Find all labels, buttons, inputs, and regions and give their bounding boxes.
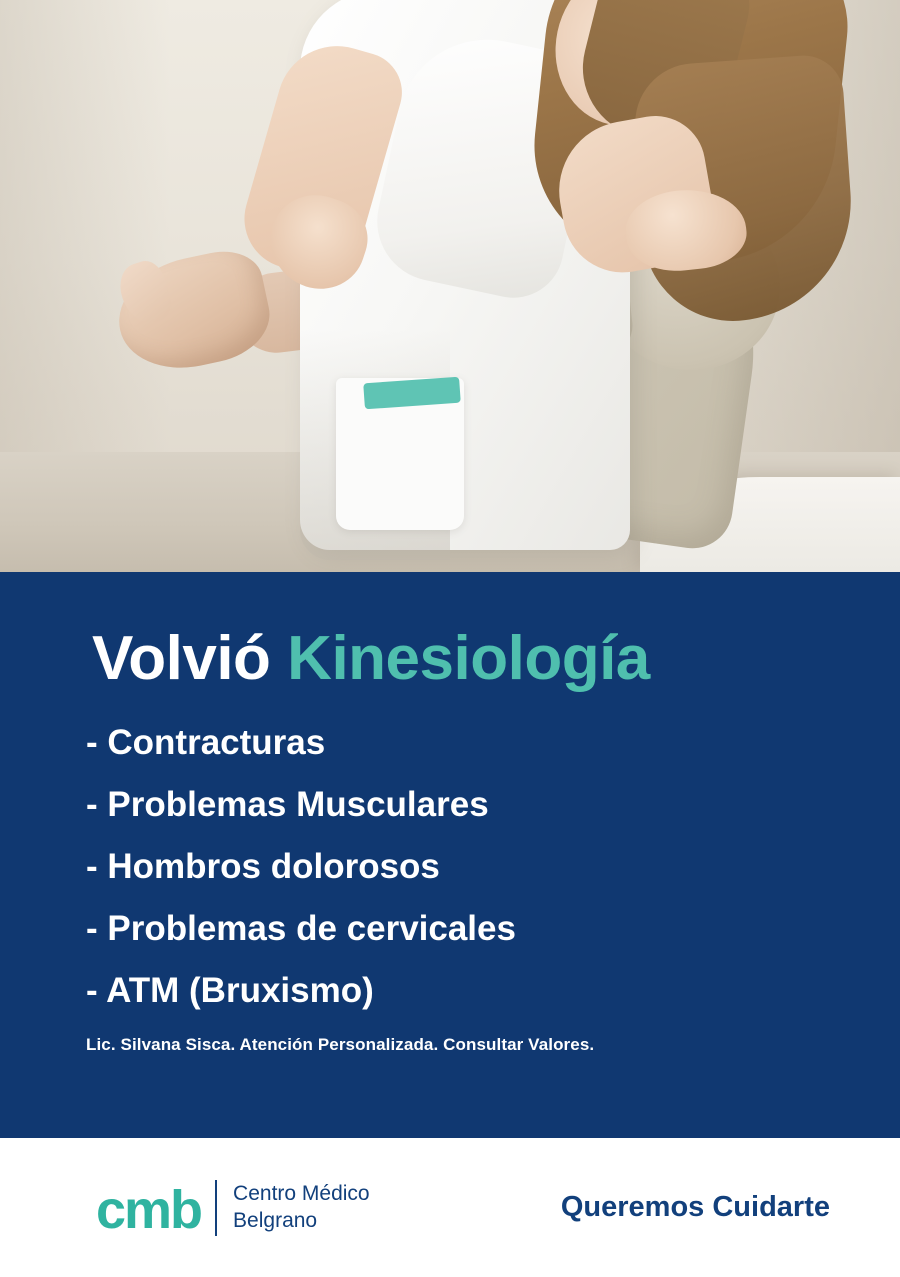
page-title [92,626,814,691]
logo-divider [215,1180,217,1236]
list-item: - Problemas de cervicales [86,909,516,949]
brand-tagline: Queremos Cuidarte [560,1191,830,1223]
logo-mark: cmb [96,1179,202,1240]
logo-name-line-1: Centro Médico [233,1182,370,1206]
footer [0,1138,900,1277]
list-item: - Hombros dolorosos [86,847,440,887]
list-item: - ATM (Bruxismo) [86,971,374,1011]
headline-first-word: Volvió [92,624,271,693]
services-list [86,723,814,1011]
list-item: - Problemas Musculares [86,785,489,825]
content-panel [0,572,900,1138]
hero-photo [0,0,900,572]
logo-name [233,1181,370,1234]
logo-name-line-2: Belgrano [233,1208,318,1232]
practitioner-note: Lic. Silvana Sisca. Atención Personalizada. Consultar Valores. [86,1035,595,1055]
brand-logo [96,1179,370,1240]
list-item: - Contracturas [86,723,326,763]
headline-accent-word: Kinesiología [287,624,650,693]
